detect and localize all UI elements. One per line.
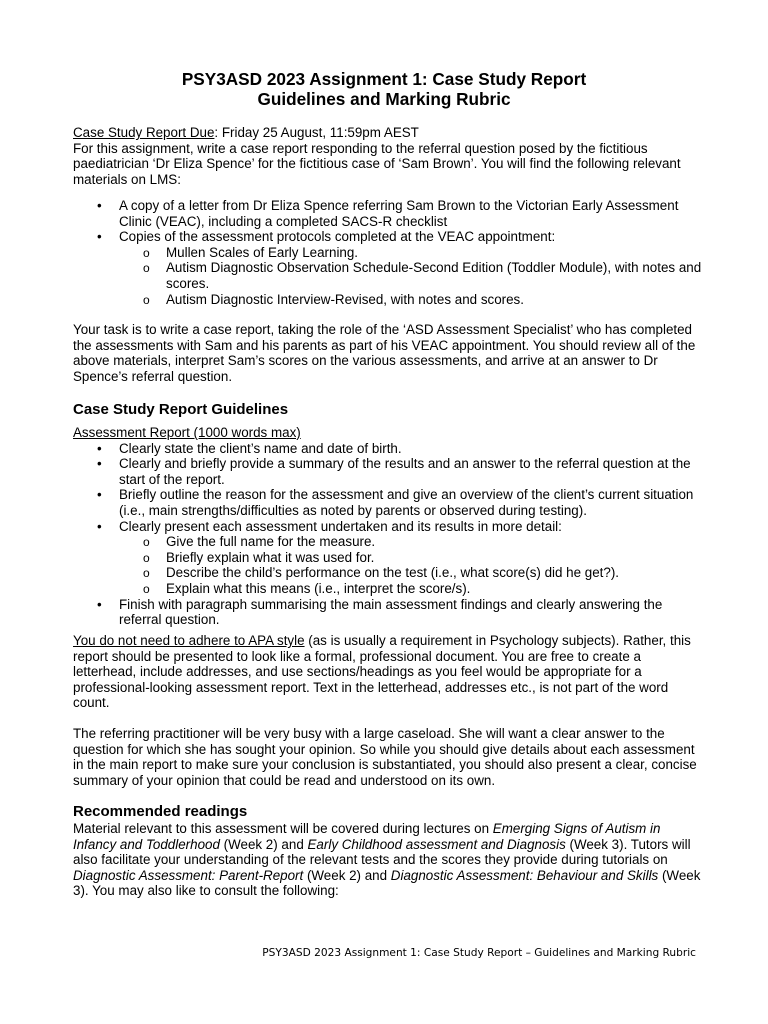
title-line-2: Guidelines and Marking Rubric xyxy=(257,89,511,109)
list-item: • Clearly state the client’s name and date of birth. xyxy=(73,441,703,457)
list-item: o Mullen Scales of Early Learning. xyxy=(119,245,703,261)
assessment-report-section xyxy=(73,425,703,628)
assessment-report-subheading: Assessment Report (1000 words max) xyxy=(73,425,301,440)
protocol-sublist xyxy=(119,245,703,307)
list-item: • A copy of a letter from Dr Eliza Spence referring Sam Brown to the Victorian Early Assessment Clinic (VEAC), including a completed SACS-R checklist xyxy=(73,198,703,229)
referring-paragraph: The referring practitioner will be very busy with a large caseload. She will want a clear answer to the question for which she has sought your opinion. So while you should give details about each assessment in the main report to make sure your conclusion is substantiated, you should also present a clear, concise summary of your opinion that could be read and understood on its own. xyxy=(73,726,697,788)
list-item: o Give the full name for the measure. xyxy=(119,534,703,550)
guidelines-list xyxy=(73,441,703,628)
page-footer: PSY3ASD 2023 Assignment 1: Case Study Report – Guidelines and Marking Rubric xyxy=(262,947,696,959)
guidelines-section xyxy=(73,401,703,419)
list-item: • Finish with paragraph summarising the main assessment findings and clearly answering the referral question. xyxy=(73,597,703,628)
list-item: • Copies of the assessment protocols completed at the VEAC appointment: o Mullen Scales of Early Learning. o Autism Diagnostic Observation Schedule-Second Edition (Toddler Module), with notes and scores. o Autism Diagnostic Interview-Revised, with notes and scores. xyxy=(73,229,703,307)
title-line-1: PSY3ASD 2023 Assignment 1: Case Study Report xyxy=(181,69,587,89)
apa-paragraph: You do not need to adhere to APA style (as is usually a requirement in Psychology subjects). Rather, this report should be presented to look like a formal, professional document. You are free to create a letterhead, include addresses, and use sections/headings as you feel would be appropriate for a professional-looking assessment report. Text in the letterhead, addresses etc., is not part of the word count. xyxy=(73,633,691,711)
list-item: o Describe the child’s performance on the test (i.e., what score(s) did he get?). xyxy=(119,565,703,581)
list-item: o Autism Diagnostic Interview-Revised, with notes and scores. xyxy=(119,292,703,308)
list-item: • Clearly and briefly provide a summary of the results and an answer to the referral question at the start of the report. xyxy=(73,456,703,487)
intro-section xyxy=(73,125,703,187)
list-item: o Briefly explain what it was used for. xyxy=(119,550,703,566)
intro-paragraph: For this assignment, write a case report responding to the referral question posed by the fictitious paediatrician ‘Dr Eliza Spence’ for the fictitious case of ‘Sam Brown’. You will find the following relevant materials on LMS: xyxy=(73,140,681,187)
materials-list xyxy=(73,198,703,307)
list-item: • Briefly outline the reason for the assessment and give an overview of the client’s current situation (i.e., main strengths/difficulties as noted by parents or observed during testing). xyxy=(73,487,703,518)
due-value: : Friday 25 August, 11:59pm AEST xyxy=(214,125,419,140)
list-item: • Clearly present each assessment undertaken and its results in more detail: o Give the full name for the measure. o Briefly explain what it was used for. o Describe the child’s performance on the test (i.e., what score(s) did he get?). o Explain what this means (i.e., interpret the score/s). xyxy=(73,519,703,597)
due-label: Case Study Report Due xyxy=(73,125,215,140)
document-title xyxy=(0,69,768,109)
task-paragraph: Your task is to write a case report, taking the role of the ‘ASD Assessment Specialist’ who has completed the assessments with Sam and his parents as part of his VEAC appointment. You should review all of the above materials, interpret Sam’s scores on the various assessments, and arrive at an answer to Dr Spence’s referral question. xyxy=(73,322,696,384)
readings-paragraph: Material relevant to this assessment will be covered during lectures on Emerging Signs of Autism in Infancy and Toddlerhood (Week 2) and Early Childhood assessment and Diagnosis (Week 3). Tutors will also facilitate your understanding of the relevant tests and the scores they provide during tutorials on Diagnostic Assessment: Parent-Report (Week 2) and Diagnostic Assessment: Behaviour and Skills (Week 3). You may also like to consult the following: xyxy=(73,821,701,899)
apa-emphasis: You do not need to adhere to APA style xyxy=(73,633,305,648)
readings-heading: Recommended readings xyxy=(73,803,248,820)
due-date xyxy=(73,125,703,141)
assessment-detail-sublist xyxy=(119,534,703,596)
guidelines-heading: Case Study Report Guidelines xyxy=(73,401,289,418)
readings-section xyxy=(73,803,703,899)
list-item: o Explain what this means (i.e., interpret the score/s). xyxy=(119,581,703,597)
list-item: o Autism Diagnostic Observation Schedule-Second Edition (Toddler Module), with notes and scores. xyxy=(119,260,703,291)
